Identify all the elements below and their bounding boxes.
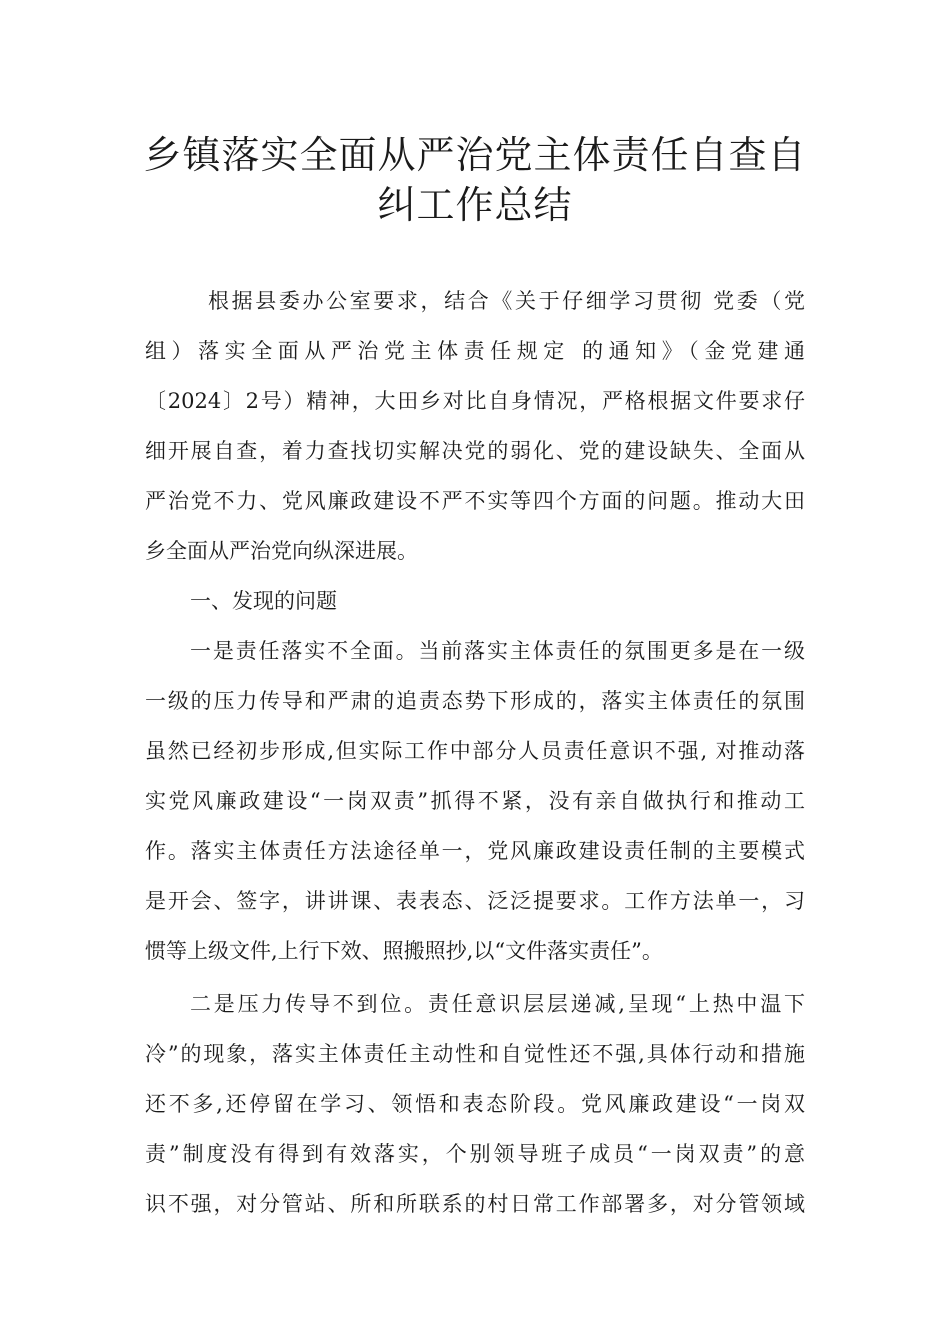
- intro-line: 严治党不力、党风廉政建设不严不实等四个方面的问题。推动大田: [145, 489, 805, 513]
- point1-line: 虽然已经初步形成,但实际工作中部分人员责任意识不强, 对推动落: [145, 739, 805, 763]
- point1-line: 一是责任落实不全面。当前落实主体责任的氛围更多是在一级: [190, 639, 805, 663]
- point2-line: 还不多,还停留在学习、领悟和表态阶段。党风廉政建设“一岗双: [145, 1092, 805, 1116]
- point1-line: 作。落实主体责任方法途径单一，党风廉政建设责任制的主要模式: [145, 839, 805, 863]
- intro-line: 〔2024〕2号）精神，大田乡对比自身情况，严格根据文件要求仔: [145, 389, 805, 413]
- point2-line: 识不强，对分管站、所和所联系的村日常工作部署多，对分管领域: [145, 1192, 805, 1216]
- intro-line: 乡全面从严治党向纵深进展。: [145, 539, 418, 563]
- intro-line: 组）落实全面从严治党主体责任规定 的通知》（金党建通: [145, 339, 805, 363]
- point1-line: 惯等上级文件,上行下效、照搬照抄,以“文件落实责任”。: [145, 939, 663, 963]
- point2-line: 二是压力传导不到位。责任意识层层递减,呈现“上热中温下: [190, 992, 805, 1016]
- point2-line: 责”制度没有得到有效落实，个别领导班子成员“一岗双责”的意: [145, 1142, 805, 1166]
- point1-line: 是开会、签字，讲讲课、表表态、泛泛提要求。工作方法单一，习: [145, 889, 805, 913]
- section-heading: 一、发现的问题: [190, 589, 337, 613]
- point1-line: 实党风廉政建设“一岗双责”抓得不紧，没有亲自做执行和推动工: [145, 789, 805, 813]
- document-title-line-2: 纠工作总结: [377, 183, 573, 227]
- intro-line: 细开展自查，着力查找切实解决党的弱化、党的建设缺失、全面从: [145, 439, 805, 463]
- intro-line: 根据县委办公室要求，结合《关于仔细学习贯彻 党委（党: [208, 289, 805, 313]
- document-title-line-1: 乡镇落实全面从严治党主体责任自查自: [143, 133, 807, 177]
- point1-line: 一级的压力传导和严肃的追责态势下形成的，落实主体责任的氛围: [145, 689, 805, 713]
- point2-line: 冷”的现象，落实主体责任主动性和自觉性还不强,具体行动和措施: [145, 1042, 805, 1066]
